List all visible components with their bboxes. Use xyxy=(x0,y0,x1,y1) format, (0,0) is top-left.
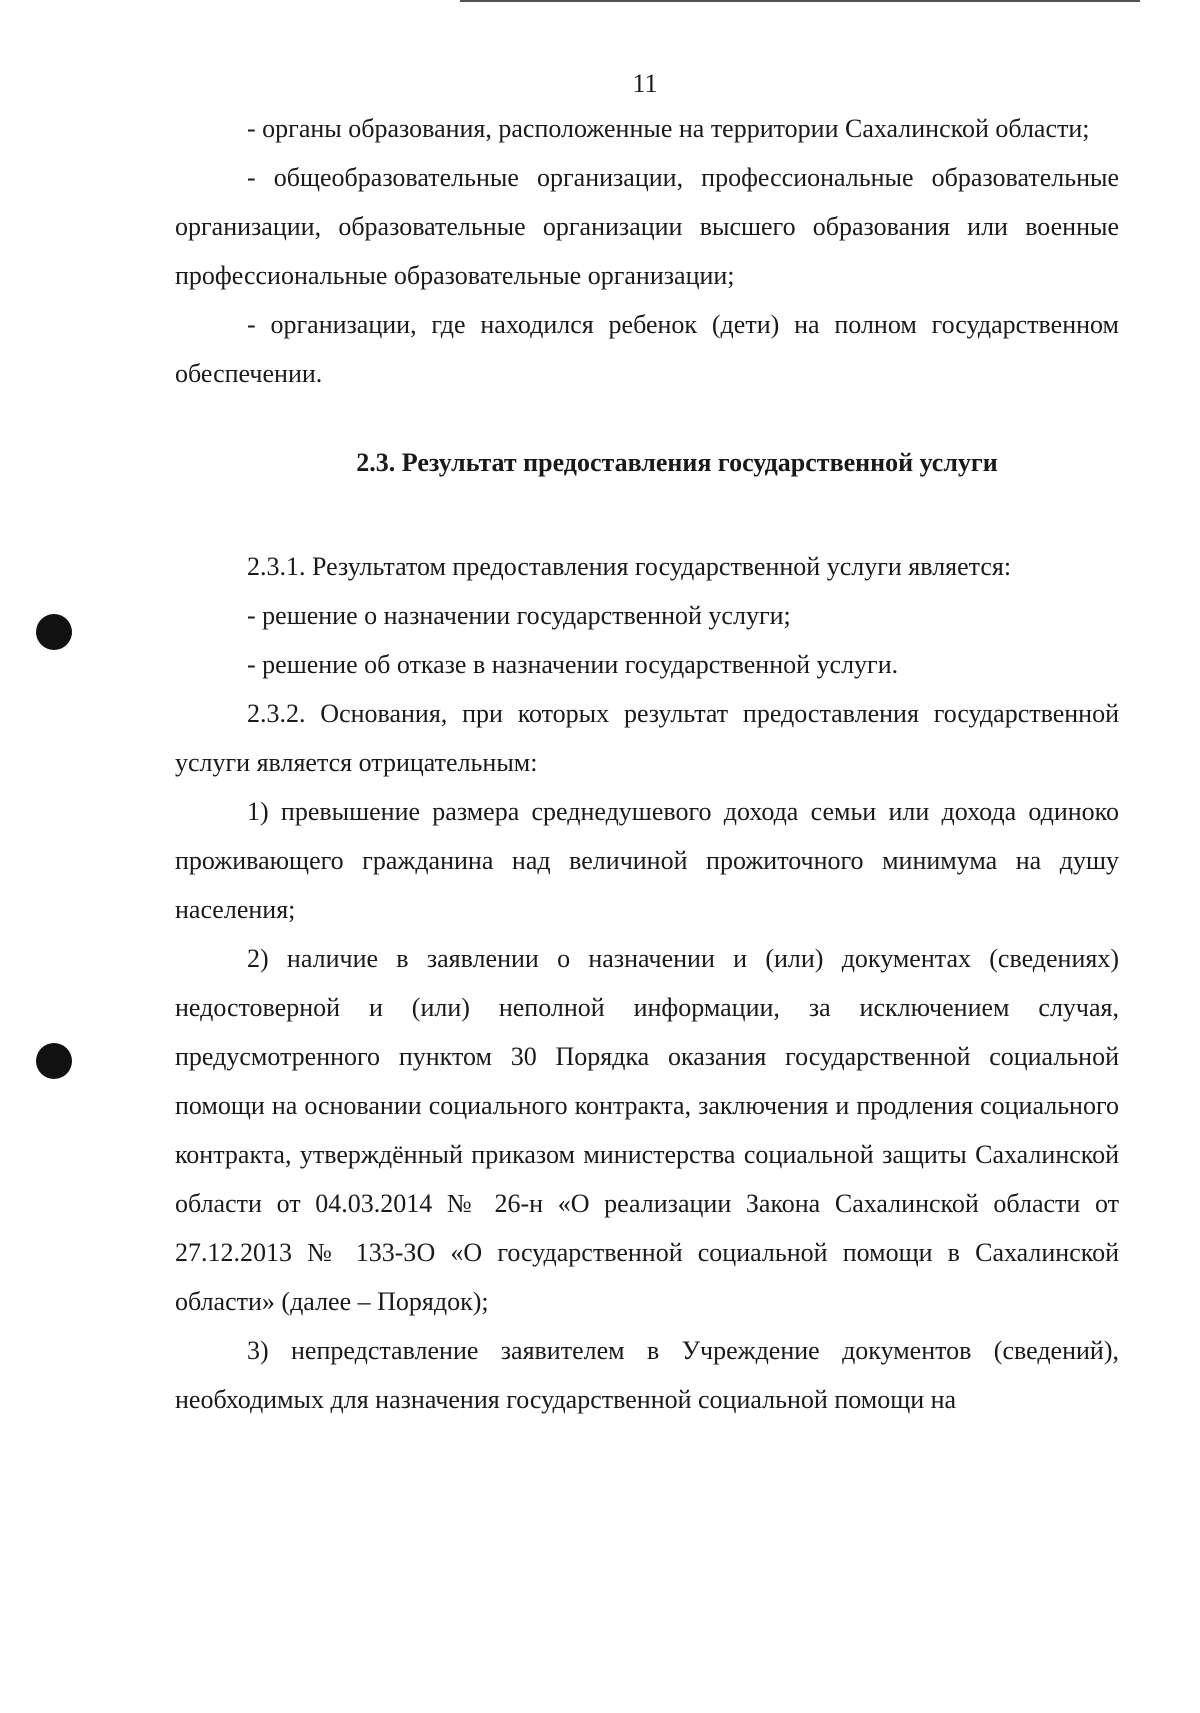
scan-top-edge xyxy=(460,0,1140,2)
document-body xyxy=(175,104,1119,1424)
paragraph: - решение об отказе в назначении государственной услуги. xyxy=(247,650,899,679)
paragraph: 1) превышение размера среднедушевого дохода семьи или дохода одиноко проживающего гражданина над величиной прожиточного минимума на душу населения; xyxy=(175,797,1119,924)
paragraph: - решение о назначении государственной услуги; xyxy=(247,601,791,630)
punch-hole xyxy=(36,614,72,650)
paragraph: 2.3.2. Основания, при которых результат предоставления государственной услуги является отрицательным: xyxy=(175,699,1119,777)
paragraph: 2.3.1. Результатом предоставления государственной услуги является: xyxy=(247,552,1012,581)
paragraph: - общеобразовательные организации, профессиональные образовательные организации, образовательные организации высшего образования или военные профессиональные образовательные организации; xyxy=(175,163,1119,290)
page-number: 11 xyxy=(632,69,658,98)
paragraph: - организации, где находился ребенок (дети) на полном государственном обеспечении. xyxy=(175,310,1119,388)
paragraph: 2) наличие в заявлении о назначении и (или) документах (сведениях) недостоверной и (или) неполной информации, за исключением случая, предусмотренного пунктом 30 Порядка оказания государственной социальной помощи на основании социального контракта, заключения и продления социального контракта, утверждённый приказом министерства социальной защиты Сахалинской области от 04.03.2014 № 26-н «О реализации Закона Сахалинской области от 27.12.2013 № 133-ЗО «О государственной социальной помощи в Сахалинской области» (далее – Порядок); xyxy=(175,944,1119,1316)
paragraph: 3) непредставление заявителем в Учреждение документов (сведений), необходимых для назначения государственной социальной помощи на xyxy=(175,1336,1119,1414)
paragraph: - органы образования, расположенные на территории Сахалинской области; xyxy=(247,114,1090,143)
punch-hole xyxy=(36,1043,72,1079)
section-heading: 2.3. Результат предоставления государственной услуги xyxy=(356,448,998,477)
